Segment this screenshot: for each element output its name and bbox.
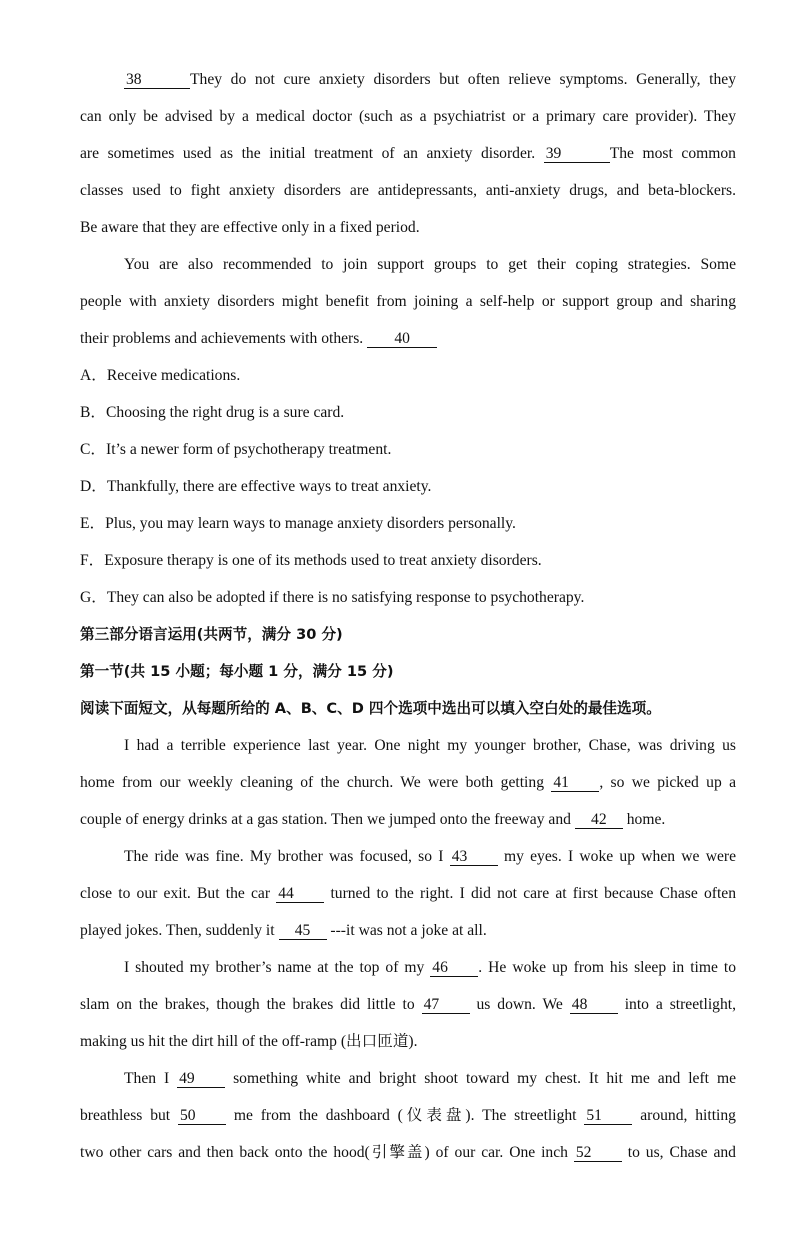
- passage-line: people with anxiety disorders might benefit from joining a self-help or support group and sharing: [80, 293, 736, 310]
- blank-52: 52: [574, 1144, 622, 1162]
- cloze-line: two other cars and then back onto the hood(引擎盖) of our car. One inch 52 to us, Chase and: [80, 1144, 736, 1161]
- option-f: F．Exposure therapy is one of its methods used to treat anxiety disorders.: [80, 552, 542, 569]
- section-title: 第三部分语言运用(共两节，满分 30 分): [80, 626, 343, 643]
- option-g: G．They can also be adopted if there is no satisfying response to psychotherapy.: [80, 589, 585, 606]
- blank-39: 39: [544, 145, 610, 163]
- instruction: 阅读下面短文，从每题所给的 A、B、C、D 四个选项中选出可以填入空白处的最佳选项。: [80, 700, 661, 717]
- blank-50: 50: [178, 1107, 226, 1125]
- blank-49: 49: [177, 1070, 225, 1088]
- part-title: 第一节(共 15 小题；每小题 1 分，满分 15 分): [80, 663, 394, 680]
- blank-40: 40: [367, 330, 437, 348]
- cloze-line: close to our exit. But the car 44 turned to the right. I did not care at first because Chase often: [80, 885, 737, 902]
- blank-44: 44: [276, 885, 324, 903]
- blank-45: 45: [279, 922, 327, 940]
- blank-43: 43: [450, 848, 498, 866]
- blank-38: 38: [124, 71, 190, 89]
- blank-42: 42: [575, 811, 623, 829]
- blank-47: 47: [422, 996, 470, 1014]
- passage-line: classes used to fight anxiety disorders are antidepressants, anti-anxiety drugs, and beta-blockers.: [80, 182, 736, 199]
- blank-51: 51: [584, 1107, 632, 1125]
- passage-line: You are also recommended to join support groups to get their coping strategies. Some: [124, 256, 736, 273]
- blank-46: 46: [430, 959, 478, 977]
- cloze-line: making us hit the dirt hill of the off-ramp (出口匝道).: [80, 1033, 418, 1050]
- cloze-line: home from our weekly cleaning of the church. We were both getting 41 , so we picked up a: [80, 774, 736, 791]
- option-c: C．It’s a newer form of psychotherapy treatment.: [80, 441, 392, 458]
- cloze-line: played jokes. Then, suddenly it 45 ---it was not a joke at all.: [80, 922, 487, 939]
- passage-line: 38 They do not cure anxiety disorders but often relieve symptoms. Generally, they: [126, 71, 736, 88]
- cloze-line: couple of energy drinks at a gas station. Then we jumped onto the freeway and 42 home.: [80, 811, 666, 828]
- cloze-line: slam on the brakes, though the brakes did little to 47 us down. We 48 into a streetlight,: [80, 996, 736, 1013]
- option-b: B．Choosing the right drug is a sure card.: [80, 404, 345, 421]
- passage-line: can only be advised by a medical doctor (such as a psychiatrist or a primary care provider). They: [80, 108, 736, 125]
- cloze-line: I shouted my brother’s name at the top of my 46 . He woke up from his sleep in time to: [124, 959, 737, 976]
- option-d: D．Thankfully, there are effective ways to treat anxiety.: [80, 478, 432, 495]
- passage-line: Be aware that they are effective only in a fixed period.: [80, 219, 420, 236]
- passage-line: their problems and achievements with others. 40: [80, 329, 736, 349]
- option-a: A．Receive medications.: [80, 367, 241, 384]
- option-e: E．Plus, you may learn ways to manage anxiety disorders personally.: [80, 515, 516, 532]
- cloze-line: The ride was fine. My brother was focused, so I 43 my eyes. I woke up when we were: [124, 848, 736, 865]
- cloze-line: I had a terrible experience last year. One night my younger brother, Chase, was driving us: [124, 737, 736, 754]
- blank-41: 41: [551, 774, 599, 792]
- cloze-line: Then I 49 something white and bright shoot toward my chest. It hit me and left me: [124, 1070, 736, 1087]
- blank-48: 48: [570, 996, 618, 1014]
- cloze-line: breathless but 50 me from the dashboard (仪表盘). The streetlight 51 around, hitting: [80, 1107, 736, 1124]
- passage-line: are sometimes used as the initial treatment of an anxiety disorder. 39 The most common: [80, 145, 736, 162]
